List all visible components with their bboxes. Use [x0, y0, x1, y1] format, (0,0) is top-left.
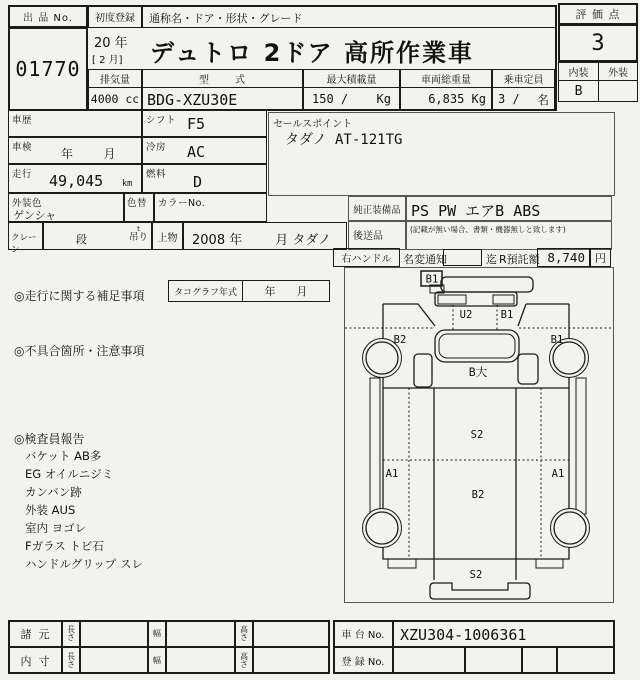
windshield-inner — [439, 334, 515, 358]
body-label: 上物 — [152, 222, 183, 250]
sales-point-label: セールスポイント — [273, 119, 353, 130]
diagram-label-cab-center: B大 — [468, 365, 488, 379]
length-label-text: 長さ — [67, 651, 75, 669]
inspector-report-item: カンバン跡 — [25, 485, 82, 499]
diagram-label-cab-left: U2 — [459, 309, 473, 321]
model-code: BDG-XZU30E — [147, 91, 238, 109]
spec-width-value — [166, 620, 235, 647]
capacity-unit: 名 — [536, 92, 549, 107]
spec-height-label — [235, 620, 253, 647]
history-cell — [8, 110, 142, 137]
first-registration-header: 初度登録 — [88, 5, 142, 28]
front-left-wheel — [366, 342, 398, 374]
inner-width-value — [166, 647, 235, 674]
registration-cell-2 — [465, 647, 522, 674]
registration-cell-1 — [393, 647, 465, 674]
model-header: 型 式 — [142, 69, 303, 88]
spec-length-value — [80, 620, 148, 647]
ac-value: AC — [187, 143, 206, 161]
until-label: 迄 — [486, 253, 497, 266]
diagram-label-cargo-bottom: S2 — [469, 569, 483, 581]
diagram-label-side-right: A1 — [551, 468, 565, 480]
oem-equipment-cell — [406, 196, 612, 221]
later-items-label: 後送品 — [353, 231, 383, 242]
ac-label: 冷房 — [146, 142, 167, 153]
inspector-report-item: EG オイルニジミ — [25, 467, 114, 481]
inspector-report-heading: ◎検査員報告 — [14, 432, 85, 446]
rear-bumper — [430, 583, 530, 599]
capacity-header: 乗車定員 — [492, 69, 555, 88]
color-no-label: カラーNo. — [158, 198, 206, 209]
defects-heading: ◎不具合箇所・注意事項 — [14, 344, 145, 358]
first-registration-year: 20 年 — [94, 36, 128, 51]
spec-row-label: 諸 元 — [8, 620, 62, 647]
spec-height-value — [253, 620, 330, 647]
tachograph-label: タコグラフ年式 — [168, 280, 243, 302]
color-change-cell — [124, 193, 154, 222]
deposit-currency: 円 — [590, 248, 611, 267]
shift-label: シフト — [146, 115, 177, 126]
chassis-no-value: XZU304-1006361 — [400, 626, 527, 644]
score-header: 評 価 点 — [558, 3, 638, 25]
name-change-box — [443, 249, 482, 266]
gross-weight-value: 6,835 Kg — [400, 87, 492, 111]
front-bumper — [441, 277, 533, 292]
length-label-text: 長さ — [67, 624, 75, 642]
oem-equipment-label: 純正装備品 — [348, 196, 406, 221]
inspector-report-item: 外装 AUS — [25, 503, 76, 517]
body-value: 2008 年 月 タダノ — [192, 233, 332, 248]
lot-no-value: 01770 — [8, 27, 88, 111]
spec-width-label: 幅 — [148, 620, 166, 647]
interior-grade-value: B — [558, 80, 599, 102]
displacement-value: 4000 cc — [88, 87, 142, 111]
diagram-label-fender-left: B2 — [393, 334, 407, 346]
inspector-report-list — [25, 448, 225, 574]
exterior-color-value: ゲンシャ — [13, 209, 57, 222]
later-items-note: (記載が無い場合、書類・機器無しと致します) — [410, 225, 566, 234]
inspector-report-item: ハンドルグリップ スレ — [25, 557, 143, 571]
inspector-report-item: Fガラス トビ石 — [25, 539, 104, 553]
body-value-cell — [183, 222, 347, 250]
max-load-cell — [303, 87, 400, 111]
capacity-value: 3 / — [498, 92, 520, 106]
capacity-cell — [492, 87, 555, 111]
mileage-label: 走行 — [12, 169, 33, 180]
sales-point-value: タダノ AT-121TG — [285, 132, 403, 148]
max-load-value: 150 / — [312, 92, 349, 106]
crane-lift-text: 吊り — [128, 232, 148, 243]
sales-point-box — [268, 112, 615, 196]
right-side-rail — [576, 378, 586, 514]
front-right-wheel — [553, 342, 585, 374]
cargo-dotted-grid — [383, 388, 569, 559]
crane-stage-cell — [43, 222, 152, 250]
oem-equipment-value: PS PW エアB ABS — [411, 202, 541, 220]
height-label-text: 高さ — [240, 624, 248, 642]
left-side-rail — [370, 378, 380, 514]
inner-height-value — [253, 647, 330, 674]
chassis-no-label: 車 台 No. — [333, 620, 393, 647]
max-load-header: 最大積載量 — [303, 69, 400, 88]
inner-length-label — [62, 647, 80, 674]
diagram-label-cargo-top: S2 — [470, 429, 484, 441]
first-registration-month: [ 2 月] — [92, 55, 123, 66]
left-mud-flap — [388, 559, 416, 568]
lot-no-header: 出 品 No. — [8, 5, 88, 28]
diagram-label-side-left: A1 — [385, 468, 399, 480]
shift-cell — [142, 110, 267, 137]
fuel-cell — [142, 164, 267, 193]
cab-shoulders — [383, 304, 569, 326]
platform-box — [434, 388, 516, 580]
deposit-label: R預託額 — [499, 253, 540, 266]
vehicle-name-cell — [142, 27, 557, 69]
registration-cell-3 — [522, 647, 557, 674]
diagram-label-cargo-center: B2 — [471, 489, 485, 501]
fuel-value: D — [193, 173, 203, 191]
right-door-step — [518, 354, 538, 384]
mileage-cell — [8, 164, 142, 193]
crane-cell — [8, 222, 43, 255]
diagram-label-front-callout: B1 — [425, 273, 439, 286]
vehicle-name-header: 通称名・ドア・形状・グレード — [149, 12, 303, 25]
height-label-text: 高さ — [240, 651, 248, 669]
right-headlight — [493, 295, 514, 304]
inspection-label: 車検 — [12, 142, 33, 153]
inner-length-value — [80, 647, 148, 674]
left-headlight — [438, 295, 466, 304]
gross-weight-header: 車両総重量 — [400, 69, 492, 88]
first-registration-cell — [88, 27, 142, 69]
diagram-label-fender-right: B1 — [550, 334, 564, 346]
exterior-color-label: 外装色 — [12, 198, 43, 209]
crane-lift-label — [129, 226, 148, 243]
inner-width-label: 幅 — [148, 647, 166, 674]
model-value-cell — [142, 87, 303, 111]
later-items-label-cell — [348, 221, 406, 250]
displacement-header: 排気量 — [88, 69, 142, 88]
right-mud-flap — [536, 559, 563, 568]
spec-length-label — [62, 620, 80, 647]
later-items-cell — [406, 221, 612, 250]
score-value: 3 — [558, 24, 638, 62]
rear-left-wheel — [366, 512, 398, 544]
mileage-unit: km — [122, 179, 133, 189]
inner-height-label — [235, 647, 253, 674]
vehicle-top-view-diagram — [345, 268, 613, 602]
crane-lift-unit: t — [137, 225, 140, 233]
name-change-label: 名変通知 — [403, 253, 447, 266]
exterior-grade-value — [598, 80, 638, 102]
vehicle-diagram-box — [344, 267, 614, 603]
left-door-step — [414, 354, 432, 387]
exterior-color-cell — [8, 193, 124, 222]
color-change-label: 色替 — [127, 198, 148, 209]
interior-grade-header: 内装 — [558, 62, 599, 81]
color-no-cell — [154, 193, 267, 222]
crane-label: クレーン — [11, 233, 37, 255]
fuel-label: 燃料 — [146, 169, 167, 180]
diagram-label-cab-right: B1 — [500, 309, 514, 321]
max-load-unit: Kg — [376, 92, 391, 106]
crane-stage-label: 段 — [76, 233, 87, 246]
rear-right-wheel — [554, 512, 586, 544]
history-label: 車歴 — [12, 115, 33, 126]
mileage-value: 49,045 — [49, 172, 104, 190]
registration-cell-4 — [557, 647, 615, 674]
inspector-report-item: バケット AB多 — [25, 449, 102, 463]
tachograph-value: 年 月 — [242, 280, 330, 302]
inner-row-label: 内 寸 — [8, 647, 62, 674]
inspector-report-item: 室内 ヨゴレ — [25, 521, 87, 535]
vehicle-name: デュトロ 2ドア 高所作業車 — [150, 39, 474, 67]
shift-value: F5 — [187, 115, 206, 133]
inspection-cell — [8, 137, 142, 164]
deposit-value: 8,740 — [537, 248, 590, 267]
ac-cell — [142, 137, 267, 164]
handle-badge: 右ハンドル — [333, 248, 400, 267]
chassis-no-cell — [393, 620, 615, 647]
windshield-outer — [435, 330, 519, 362]
inspection-value: 年 月 — [61, 147, 116, 161]
mileage-supplement-heading: ◎走行に関する補足事項 — [14, 289, 145, 303]
registration-no-label: 登 録 No. — [333, 647, 393, 674]
exterior-grade-header: 外装 — [598, 62, 638, 81]
vehicle-name-header-cell — [142, 5, 557, 28]
